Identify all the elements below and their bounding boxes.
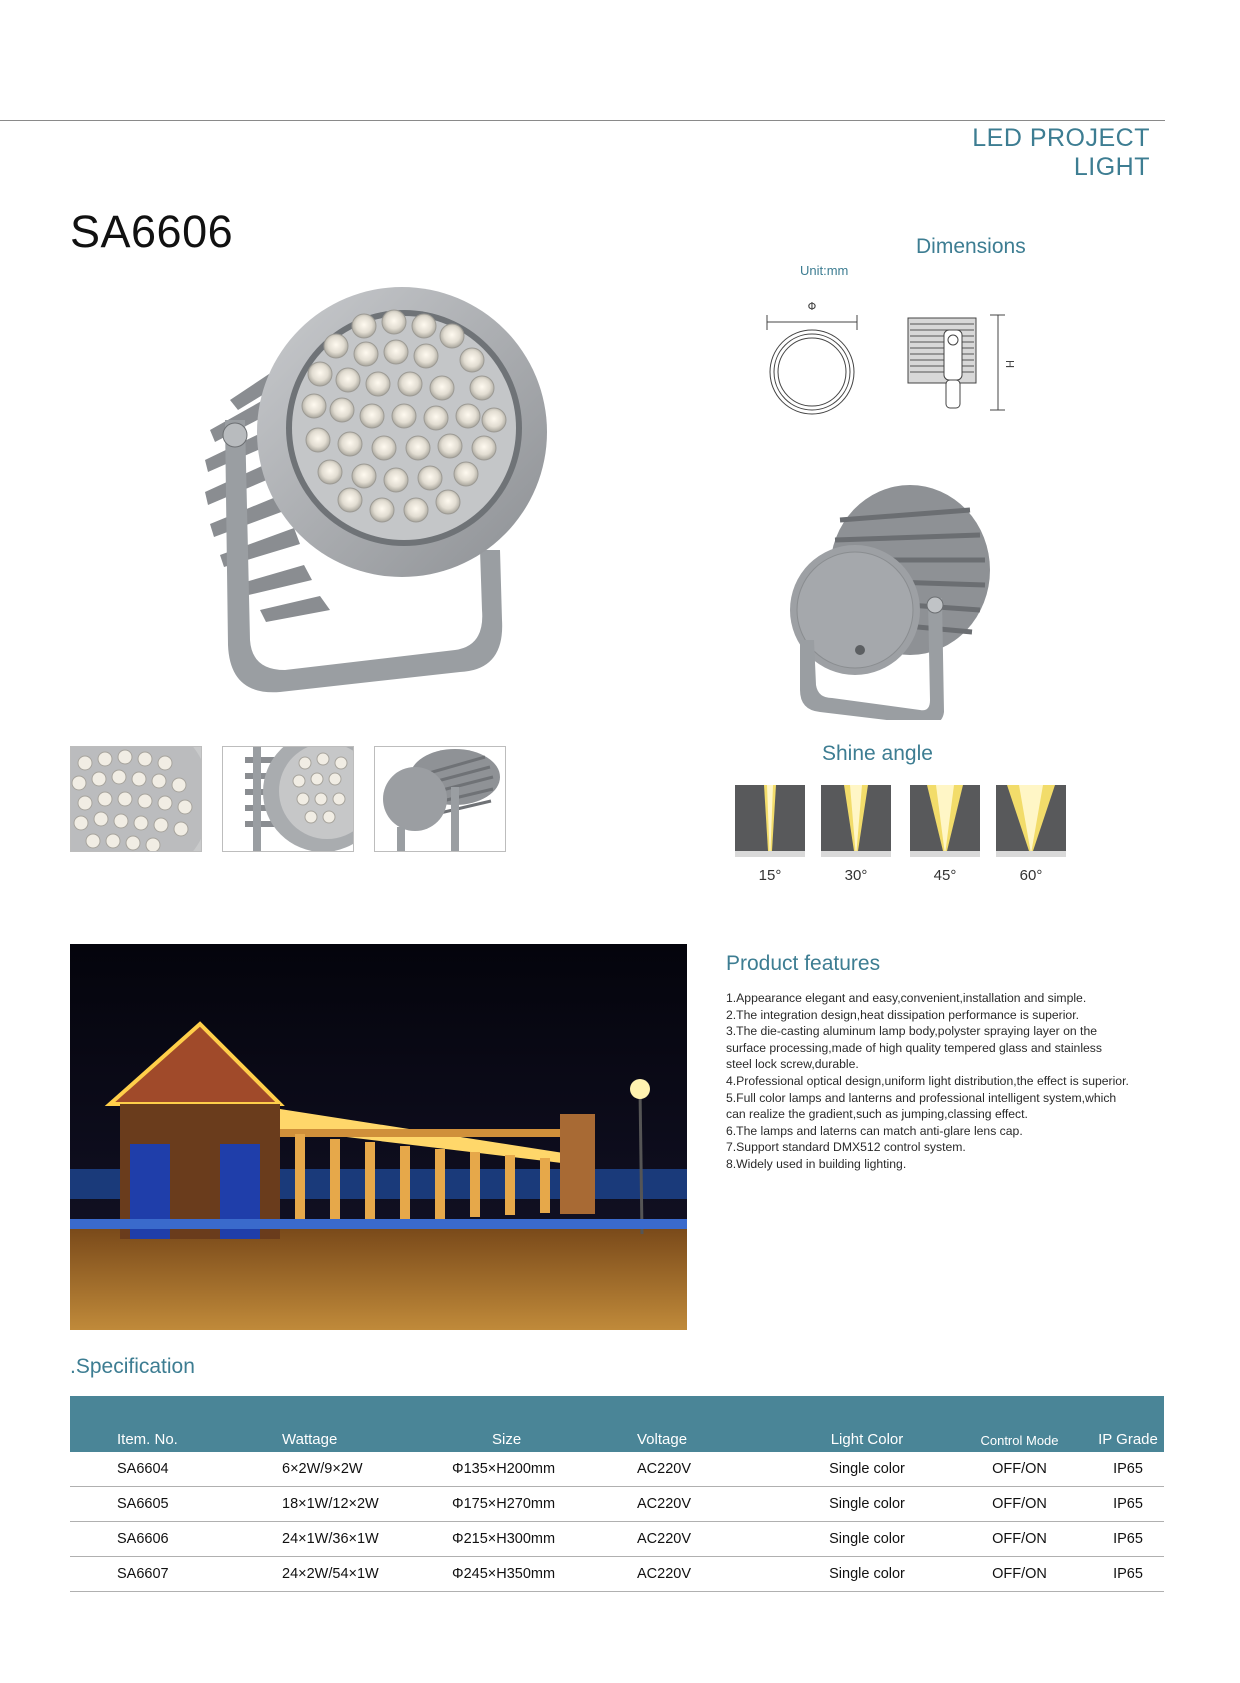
cell-ip-grade: IP65 [1092, 1522, 1164, 1557]
product-features-list [726, 990, 1166, 1173]
beam-angle-diagram [821, 785, 891, 857]
dimensions-unit: Unit:mm [800, 263, 849, 278]
cell-light-color: Single color [787, 1487, 947, 1522]
feature-line: 2.The integration design,heat dissipation performance is superior. [726, 1007, 1079, 1022]
spec-row [70, 1557, 1164, 1592]
feature-line: 8.Widely used in building lighting. [726, 1156, 907, 1171]
feature-line: 3.The die-casting aluminum lamp body,polyster spraying layer on the [726, 1024, 1098, 1039]
feature-line: can realize the gradient,such as jumping,classing effect. [726, 1107, 1028, 1122]
thumbnail-led-closeup-image [71, 747, 201, 851]
col-header-light-color: Light Color [830, 1431, 904, 1448]
product-main-image [190, 260, 590, 720]
cell-control-mode: OFF/ON [947, 1522, 1092, 1557]
beam-angle-diagram [735, 785, 805, 857]
cell-ip-grade: IP65 [1092, 1557, 1164, 1592]
cell-wattage: 24×1W/36×1W [257, 1522, 452, 1557]
beam-angle-diagram [910, 785, 980, 857]
cell-control-mode: OFF/ON [947, 1557, 1092, 1592]
beam-angle-label: 45° [933, 867, 957, 884]
cell-size: Φ245×H350mm [452, 1557, 637, 1592]
dimensions-title: Dimensions [916, 235, 1026, 258]
cell-control-mode: OFF/ON [947, 1487, 1092, 1522]
cell-control-mode: OFF/ON [947, 1452, 1092, 1487]
cell-voltage: AC220V [637, 1487, 787, 1522]
col-header-voltage: Voltage [637, 1431, 688, 1448]
cell-size: Φ175×H270mm [452, 1487, 637, 1522]
feature-line: 1.Appearance elegant and easy,convenient,installation and simple. [726, 991, 1087, 1005]
spec-row [70, 1487, 1164, 1522]
cell-voltage: AC220V [637, 1557, 787, 1592]
diameter-symbol: Φ [807, 300, 817, 313]
spec-row [70, 1452, 1164, 1487]
cell-wattage: 6×2W/9×2W [257, 1452, 452, 1487]
thumbnail-led-closeup[interactable] [70, 746, 202, 852]
feature-line: 5.Full color lamps and lanterns and professional intelligent system,which [726, 1090, 1117, 1105]
specification-title: .Specification [70, 1355, 195, 1378]
cell-wattage: 24×2W/54×1W [257, 1557, 452, 1592]
product-features-title: Product features [726, 952, 881, 975]
side-view-drawing [908, 318, 976, 408]
spec-header-row [70, 1396, 1164, 1452]
thumbnail-side-view-image [223, 747, 353, 851]
dimension-drawing [760, 300, 1020, 425]
thumbnail-rear-view-image [375, 747, 505, 851]
page-header-title: LED PROJECT LIGHT [972, 124, 1150, 181]
cell-light-color: Single color [787, 1452, 947, 1487]
height-symbol: H [1003, 359, 1016, 369]
cell-ip-grade: IP65 [1092, 1487, 1164, 1522]
product-model-title: SA6606 [70, 206, 234, 257]
spec-row [70, 1522, 1164, 1557]
cell-item-no: SA6604 [70, 1452, 257, 1487]
cell-light-color: Single color [787, 1522, 947, 1557]
col-header-control-mode: Control Mode [980, 1433, 1059, 1448]
specification-table [70, 1396, 1164, 1592]
feature-line: surface processing,made of high quality tempered glass and stainless [726, 1040, 1102, 1055]
cell-item-no: SA6606 [70, 1522, 257, 1557]
beam-angle-label: 30° [844, 867, 868, 884]
col-header-item-no: Item. No. [117, 1431, 178, 1448]
cell-voltage: AC220V [637, 1522, 787, 1557]
beam-angle-label: 60° [1019, 867, 1043, 884]
product-rear-image [780, 480, 990, 720]
feature-line: 7.Support standard DMX512 control system. [726, 1140, 966, 1155]
cell-voltage: AC220V [637, 1452, 787, 1487]
thumbnail-side-view[interactable] [222, 746, 354, 852]
cell-ip-grade: IP65 [1092, 1452, 1164, 1487]
header-rule [0, 120, 1165, 121]
cell-light-color: Single color [787, 1557, 947, 1592]
application-photo [70, 944, 687, 1330]
col-header-size: Size [492, 1431, 522, 1448]
shine-angle-title: Shine angle [822, 742, 933, 765]
thumbnail-rear-view[interactable] [374, 746, 506, 852]
cell-item-no: SA6605 [70, 1487, 257, 1522]
cell-item-no: SA6607 [70, 1557, 257, 1592]
cell-wattage: 18×1W/12×2W [257, 1487, 452, 1522]
col-header-wattage: Wattage [282, 1431, 338, 1448]
col-header-ip-grade: IP Grade [1098, 1431, 1158, 1448]
cell-size: Φ215×H300mm [452, 1522, 637, 1557]
cell-size: Φ135×H200mm [452, 1452, 637, 1487]
feature-line: steel lock screw,durable. [726, 1057, 859, 1072]
feature-line: 4.Professional optical design,uniform light distribution,the effect is superior. [726, 1073, 1129, 1088]
beam-angle-diagram [996, 785, 1066, 857]
feature-line: 6.The lamps and laterns can match anti-glare lens cap. [726, 1123, 1023, 1138]
beam-angle-label: 15° [758, 867, 782, 884]
